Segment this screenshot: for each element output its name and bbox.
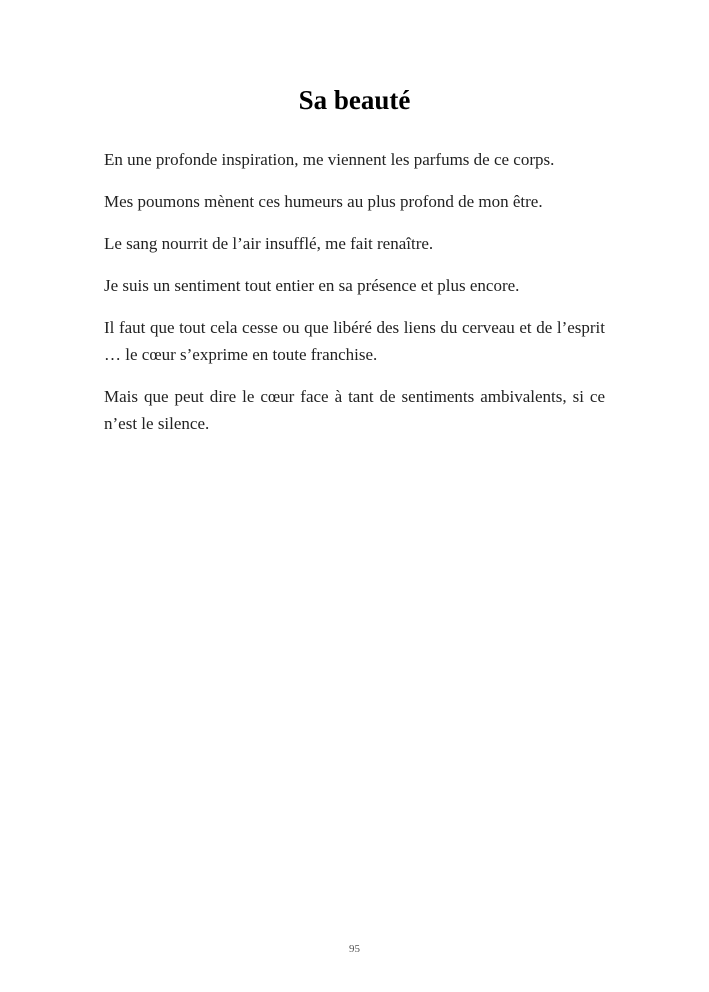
paragraph-2: Mes poumons mènent ces humeurs au plus profond de mon être. [104, 192, 543, 211]
paragraph-6: Mais que peut dire le cœur face à tant de sentiments ambivalents, si ce n’est le silence. [104, 387, 605, 433]
paragraph-3: Le sang nourrit de l’air insufflé, me fait renaître. [104, 234, 434, 253]
page-title: Sa beauté [298, 85, 411, 115]
paragraph-4: Je suis un sentiment tout entier en sa présence et plus encore. [104, 276, 520, 295]
paragraph-5: Il faut que tout cela cesse ou que libéré des liens du cerveau et de l’esprit … le cœur s’exprime en toute franchise. [104, 318, 605, 364]
page-number: 95 [349, 943, 360, 955]
poem-body [104, 146, 605, 452]
paragraph-1: En une profonde inspiration, me viennent les parfums de ce corps. [104, 150, 555, 169]
